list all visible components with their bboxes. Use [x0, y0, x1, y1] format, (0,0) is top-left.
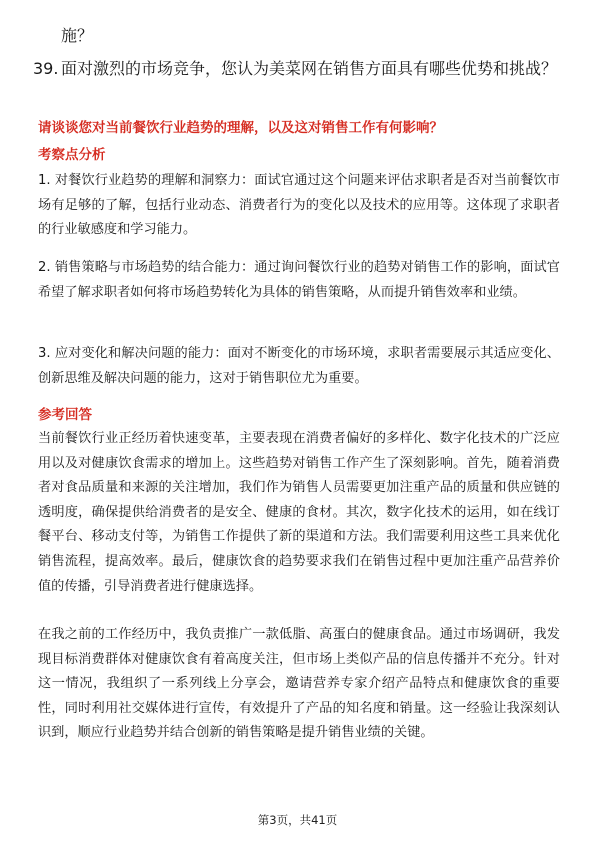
analysis-point-2: 2. 销售策略与市场趋势的结合能力：通过询问餐饮行业的趋势对销售工作的影响，面试官希望了解求职者如何将市场趋势转化为具体的销售策略，从而提升销售效率和业绩。	[38, 260, 560, 300]
previous-question-continuation: 施？	[61, 26, 94, 45]
answer-paragraph-2: 在我之前的工作经历中，我负责推广一款低脂、高蛋白的健康食品。通过市场调研，我发现目标消费群体对健康饮食有着高度关注，但市场上类似产品的信息传播并不充分。针对这一情况，我组织了一系列线上分享会，邀请营养专家介绍产品特点和健康饮食的重要性，同时利用社交媒体进行宣传，有效提升了产品的知名度和销量。这一经验让我深刻认识到，顺应行业趋势并结合创新的销售策略是提升销售业绩的关键。	[38, 627, 560, 741]
answer-title: 参考回答	[38, 407, 92, 423]
page-footer	[0, 812, 595, 828]
analysis-point-3: 3. 应对变化和解决问题的能力：面对不断变化的市场环境，求职者需要展示其适应变化、创新思维及解决问题的能力，这对于销售职位尤为重要。	[38, 346, 560, 386]
answer-paragraph-1: 当前餐饮行业正经历着快速变革，主要表现在消费者偏好的多样化、数字化技术的广泛应用以及对健康饮食需求的增加上。这些趋势对销售工作产生了深刻影响。首先，随着消费者对食品质量和来源的关注增加，我们作为销售人员需要更加注重产品的质量和供应链的透明度，确保提供给消费者的是安全、健康的食材。其次，数字化技术的运用，如在线订餐平台、移动支付等，为销售工作提供了新的渠道和方法。我们需要利用这些工具来优化销售流程，提高效率。最后，健康饮食的趋势要求我们在销售过程中更加注重产品营养价值的传播，引导消费者进行健康选择。	[38, 431, 560, 594]
question-text: 面对激烈的市场竞争，您认为美菜网在销售方面具有哪些优势和挑战？	[61, 59, 558, 78]
analysis-point-1: 1. 对餐饮行业趋势的理解和洞察力：面试官通过这个问题来评估求职者是否对当前餐饮市场有足够的了解，包括行业动态、消费者行为的变化以及技术的应用等。这体现了求职者的行业敏感度和学习能力。	[38, 173, 560, 238]
page-number: 第3页，共41页	[257, 813, 338, 827]
question-number: 39.	[33, 59, 59, 78]
highlight-question: 请谈谈您对当前餐饮行业趋势的理解，以及这对销售工作有何影响？	[38, 120, 443, 136]
analysis-title: 考察点分析	[38, 147, 106, 163]
